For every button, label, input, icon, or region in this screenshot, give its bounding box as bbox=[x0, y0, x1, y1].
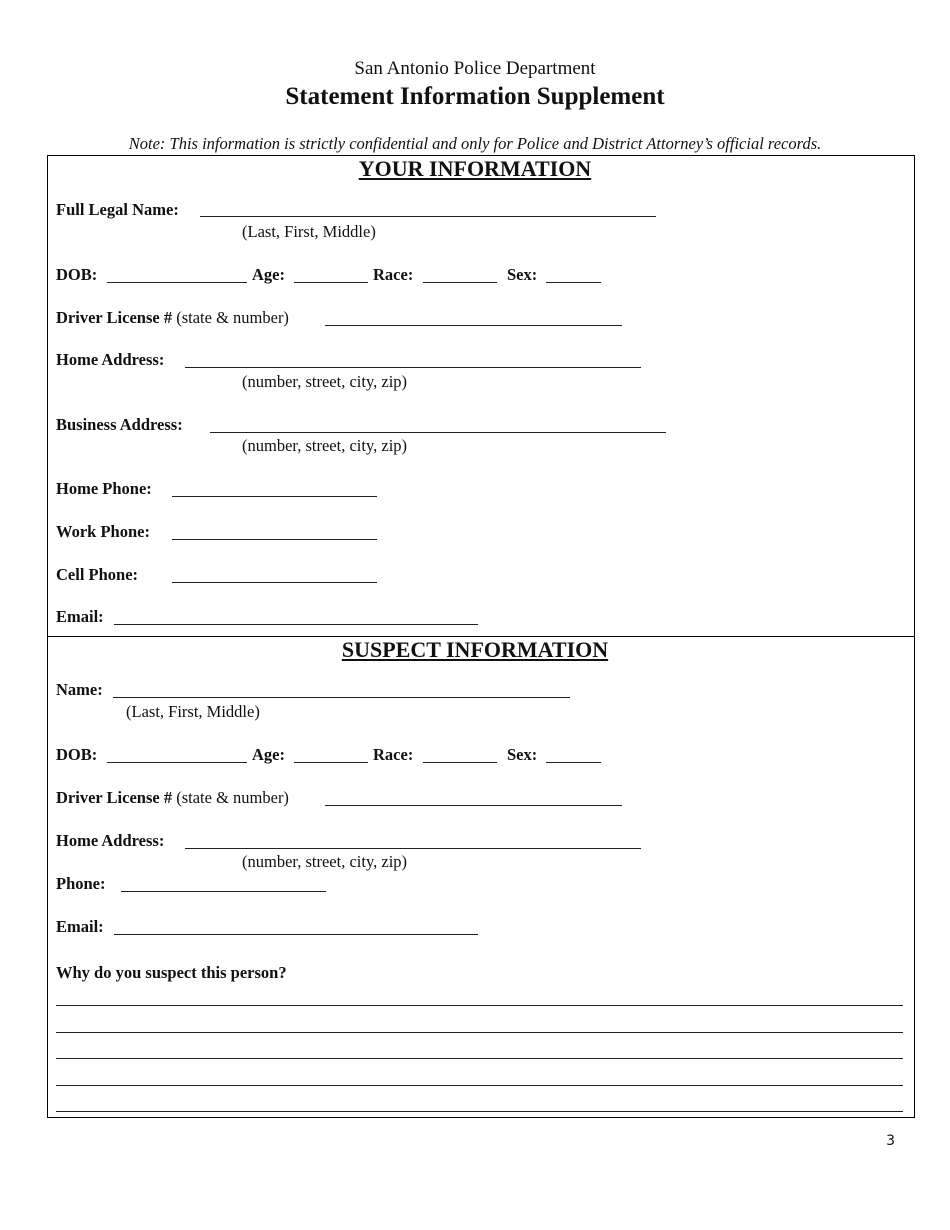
why-suspect-line-2[interactable] bbox=[56, 1032, 903, 1033]
email-label: Email: bbox=[56, 607, 104, 626]
suspect-information-heading: SUSPECT INFORMATION bbox=[341, 637, 609, 662]
suspect-home-address-label: Home Address: bbox=[56, 831, 165, 850]
why-suspect-line-4[interactable] bbox=[56, 1085, 903, 1086]
business-address-field[interactable] bbox=[210, 432, 666, 433]
race-label: Race: bbox=[373, 265, 414, 284]
suspect-age-label: Age: bbox=[252, 745, 285, 764]
confidentiality-note: Note: This information is strictly confidential and only for Police and District Attorney’s official records. bbox=[128, 134, 822, 153]
full-legal-name-field[interactable] bbox=[200, 216, 656, 217]
cell-phone-label: Cell Phone: bbox=[56, 565, 139, 584]
email-field[interactable] bbox=[114, 624, 478, 625]
suspect-age-field[interactable] bbox=[294, 762, 368, 763]
home-address-hint: (number, street, city, zip) bbox=[242, 372, 408, 391]
suspect-phone-field[interactable] bbox=[121, 891, 326, 892]
name-hint: (Last, First, Middle) bbox=[242, 222, 376, 241]
age-label: Age: bbox=[252, 265, 285, 284]
your-information-section bbox=[47, 155, 915, 637]
why-suspect-line-5[interactable] bbox=[56, 1111, 903, 1112]
full-legal-name-label: Full Legal Name: bbox=[56, 200, 179, 219]
your-information-heading: YOUR INFORMATION bbox=[358, 156, 592, 181]
race-field[interactable] bbox=[423, 282, 497, 283]
suspect-email-label: Email: bbox=[56, 917, 104, 936]
suspect-driver-license-hint: (state & number) bbox=[176, 788, 289, 807]
home-phone-field[interactable] bbox=[172, 496, 377, 497]
suspect-race-field[interactable] bbox=[423, 762, 497, 763]
work-phone-label: Work Phone: bbox=[56, 522, 150, 541]
cell-phone-field[interactable] bbox=[172, 582, 377, 583]
suspect-driver-license-label: Driver License # (state & number) bbox=[56, 788, 289, 807]
why-suspect-line-1[interactable] bbox=[56, 1005, 903, 1006]
suspect-race-label: Race: bbox=[373, 745, 414, 764]
suspect-sex-field[interactable] bbox=[546, 762, 601, 763]
business-address-hint: (number, street, city, zip) bbox=[242, 436, 408, 455]
sex-field[interactable] bbox=[546, 282, 601, 283]
driver-license-hint: (state & number) bbox=[176, 308, 289, 327]
dob-field[interactable] bbox=[107, 282, 247, 283]
suspect-name-field[interactable] bbox=[113, 697, 570, 698]
form-title: Statement Information Supplement bbox=[285, 83, 665, 110]
home-address-field[interactable] bbox=[185, 367, 641, 368]
driver-license-label: Driver License # (state & number) bbox=[56, 308, 289, 327]
suspect-dob-field[interactable] bbox=[107, 762, 247, 763]
sex-label: Sex: bbox=[507, 265, 538, 284]
why-suspect-line-3[interactable] bbox=[56, 1058, 903, 1059]
suspect-name-hint: (Last, First, Middle) bbox=[126, 702, 260, 721]
dob-label: DOB: bbox=[56, 265, 98, 284]
suspect-email-field[interactable] bbox=[114, 934, 478, 935]
work-phone-field[interactable] bbox=[172, 539, 377, 540]
suspect-driver-license-field[interactable] bbox=[325, 805, 622, 806]
age-field[interactable] bbox=[294, 282, 368, 283]
home-address-label: Home Address: bbox=[56, 350, 165, 369]
suspect-phone-label: Phone: bbox=[56, 874, 106, 893]
suspect-home-address-field[interactable] bbox=[185, 848, 641, 849]
page-number: 3 bbox=[886, 1133, 895, 1149]
suspect-dob-label: DOB: bbox=[56, 745, 98, 764]
why-suspect-label: Why do you suspect this person? bbox=[56, 963, 287, 982]
department-name: San Antonio Police Department bbox=[354, 58, 596, 79]
suspect-sex-label: Sex: bbox=[507, 745, 538, 764]
business-address-label: Business Address: bbox=[56, 415, 183, 434]
suspect-home-address-hint: (number, street, city, zip) bbox=[242, 852, 408, 871]
home-phone-label: Home Phone: bbox=[56, 479, 152, 498]
suspect-name-label: Name: bbox=[56, 680, 103, 699]
driver-license-field[interactable] bbox=[325, 325, 622, 326]
